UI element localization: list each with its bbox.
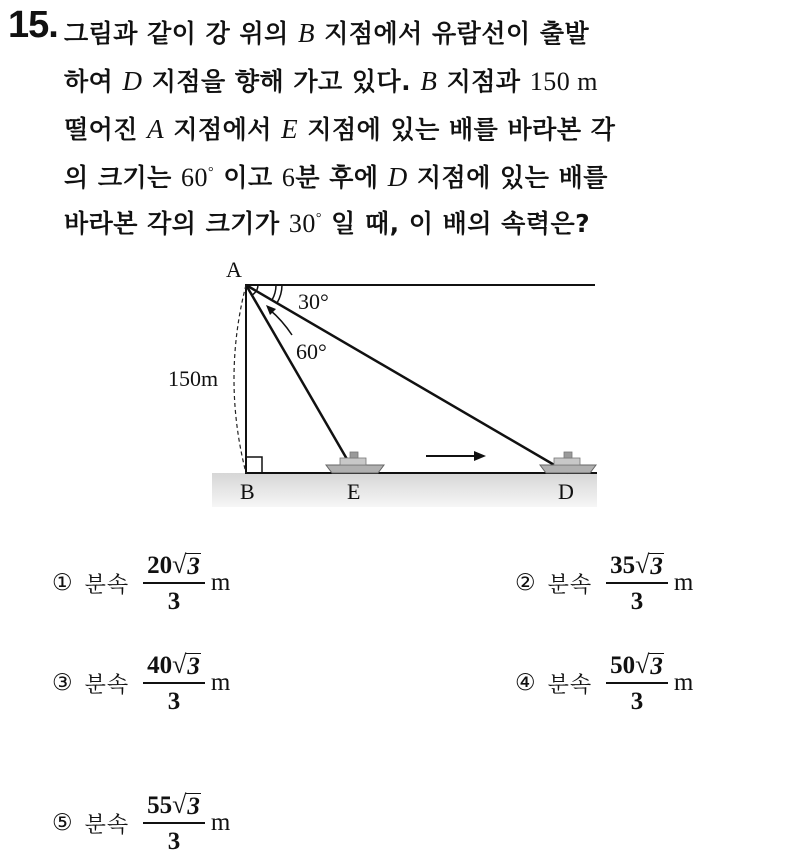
height-arc [234, 285, 246, 473]
choice-word: 분속 [84, 572, 130, 598]
choice-5[interactable] [52, 783, 230, 863]
choice-number: ② [515, 570, 536, 596]
choice-3[interactable] [52, 643, 230, 723]
choice-word: 분속 [547, 672, 593, 698]
ship-icon-E [326, 452, 384, 473]
label-angle-60: 60° [296, 339, 327, 364]
choice-fraction: 55 √ 3 3 [143, 790, 205, 856]
choice-unit: m [210, 669, 231, 696]
segment-AD [246, 285, 568, 473]
label-height: 150m [168, 366, 219, 391]
choice-fraction: 40 √ 3 3 [143, 650, 205, 716]
angle-arc-30-outer [277, 285, 282, 303]
choice-word: 분속 [547, 572, 593, 598]
question-line-3: 떨어진 A 지점에서 E 지점에 있는 배를 바라본 각 [64, 114, 616, 144]
question-line-4: 의 크기는 60° 이고 6분 후에 D 지점에 있는 배를 [64, 162, 608, 192]
choice-number: ⑤ [52, 810, 73, 836]
choice-unit: m [673, 669, 694, 696]
choice-unit: m [210, 569, 231, 596]
question-line-5: 바라본 각의 크기가 30° 일 때, 이 배의 속력은? [64, 209, 591, 238]
choice-word: 분속 [84, 672, 130, 698]
choice-fraction: 50 √ 3 3 [606, 650, 668, 716]
label-point-D: D [558, 479, 574, 504]
choice-fraction: 35 √ 3 3 [606, 550, 668, 616]
choice-number: ① [52, 570, 73, 596]
question-number: 15. [8, 4, 58, 46]
label-point-B: B [240, 479, 255, 504]
choice-4[interactable] [515, 643, 693, 723]
river-surface [212, 473, 597, 507]
choice-1[interactable] [52, 543, 230, 623]
label-angle-30: 30° [298, 289, 329, 314]
choice-2[interactable] [515, 543, 693, 623]
label-point-A: A [226, 257, 242, 282]
choice-word: 분속 [84, 812, 130, 838]
right-angle-mark [246, 457, 262, 473]
question-line-2: 하여 D 지점을 향해 가고 있다. B 지점과 150 m [64, 66, 598, 96]
label-point-E: E [347, 479, 361, 504]
choice-number: ③ [52, 670, 73, 696]
choice-unit: m [210, 809, 231, 836]
geometry-figure [160, 255, 605, 515]
choice-number: ④ [515, 670, 536, 696]
choice-fraction: 20 √ 3 3 [143, 550, 205, 616]
choice-unit: m [673, 569, 694, 596]
angle-arc-30-inner [272, 285, 276, 300]
motion-arrowhead [474, 451, 486, 461]
question-line-1: 그림과 같이 강 위의 B 지점에서 유람선이 출발 [64, 18, 590, 48]
